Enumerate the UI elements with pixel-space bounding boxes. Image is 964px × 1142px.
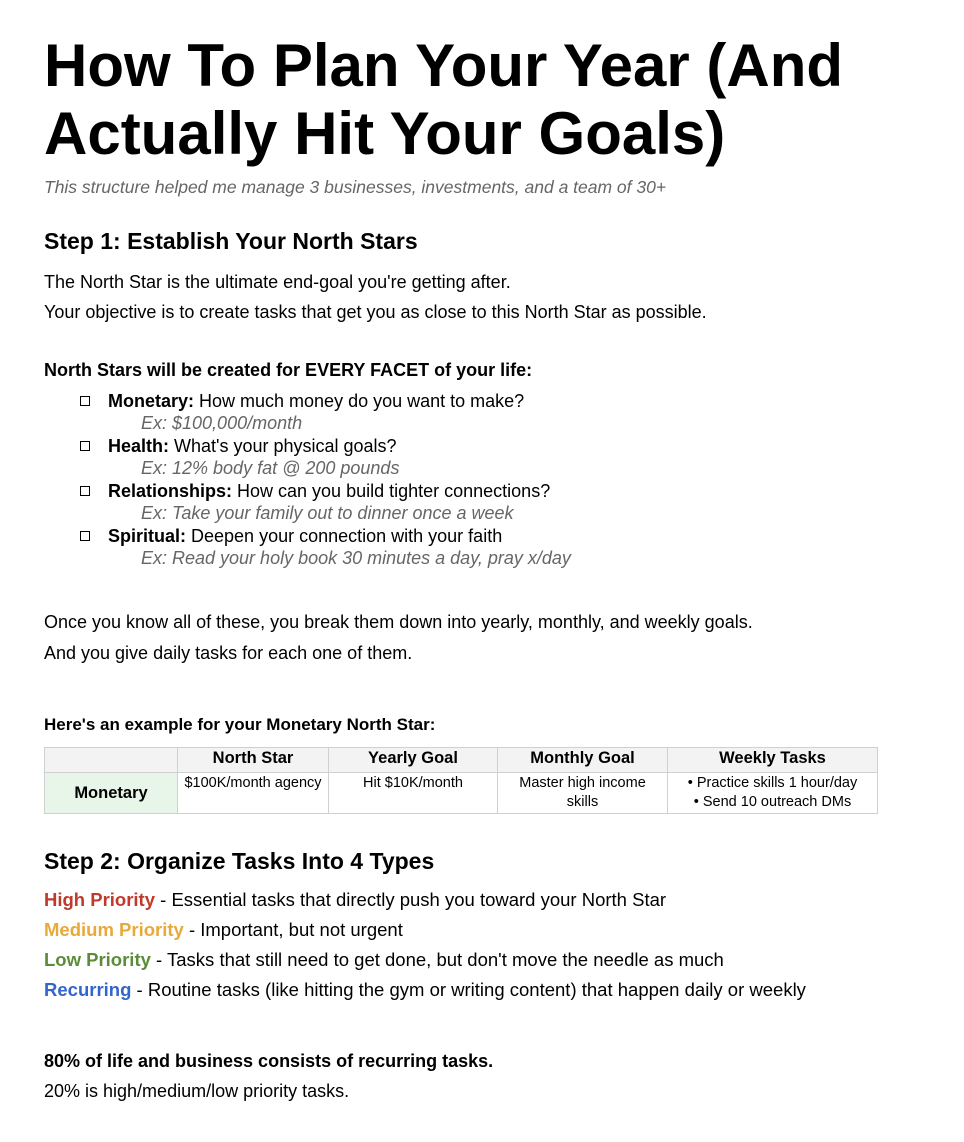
priority-desc: - Routine tasks (like hitting the gym or writing content) that happen daily or weekly bbox=[131, 979, 806, 1000]
facet-example: Ex: 12% body fat @ 200 pounds bbox=[141, 458, 400, 478]
priority-label: Medium Priority bbox=[44, 919, 184, 940]
table-header-row bbox=[45, 748, 878, 773]
priority-desc: - Essential tasks that directly push you toward your North Star bbox=[155, 889, 667, 910]
priority-high bbox=[44, 889, 666, 911]
facets-checklist bbox=[80, 390, 780, 570]
example-heading: Here's an example for your Monetary North Star: bbox=[44, 715, 436, 734]
priority-recurring bbox=[44, 979, 806, 1001]
facet-label: Health: bbox=[108, 436, 170, 456]
checkbox[interactable] bbox=[80, 486, 90, 496]
table-header: North Star bbox=[178, 748, 329, 773]
priority-label: Recurring bbox=[44, 979, 132, 1000]
table-row bbox=[45, 773, 878, 814]
priority-label: High Priority bbox=[44, 889, 156, 910]
table-corner-cell bbox=[45, 748, 178, 773]
checkbox[interactable] bbox=[80, 531, 90, 541]
table-row-label: Monetary bbox=[45, 773, 178, 814]
step1-paragraph-2: Your objective is to create tasks that get you as close to this North Star as possible. bbox=[44, 302, 707, 322]
step1-heading: Step 1: Establish Your North Stars bbox=[44, 228, 418, 254]
step1-paragraph-3: Once you know all of these, you break them down into yearly, monthly, and weekly goals. bbox=[44, 612, 753, 632]
checkbox[interactable] bbox=[80, 396, 90, 406]
table-cell: Master high income skills bbox=[498, 773, 668, 814]
table-cell-weekly-tasks bbox=[668, 773, 878, 814]
step1-paragraph-1: The North Star is the ultimate end-goal you're getting after. bbox=[44, 272, 511, 292]
checkbox[interactable] bbox=[80, 441, 90, 451]
facet-text: How much money do you want to make? bbox=[194, 391, 525, 411]
priority-label: Low Priority bbox=[44, 949, 151, 970]
weekly-task: • Send 10 outreach DMs bbox=[693, 794, 852, 810]
priority-desc: - Important, but not urgent bbox=[183, 919, 403, 940]
monetary-example-table bbox=[44, 747, 878, 814]
facet-example: Ex: Take your family out to dinner once a week bbox=[141, 503, 514, 523]
step1-paragraph-4: And you give daily tasks for each one of them. bbox=[44, 643, 413, 663]
table-cell: Hit $10K/month bbox=[329, 773, 498, 814]
table-cell: $100K/month agency bbox=[178, 773, 329, 814]
step2-heading: Step 2: Organize Tasks Into 4 Types bbox=[44, 848, 435, 874]
list-item bbox=[80, 390, 780, 435]
table-header: Monthly Goal bbox=[498, 748, 668, 773]
list-item bbox=[80, 525, 780, 570]
facet-example: Ex: Read your holy book 30 minutes a day, pray x/day bbox=[141, 548, 571, 568]
weekly-task: • Practice skills 1 hour/day bbox=[687, 775, 858, 791]
priority-medium bbox=[44, 919, 403, 941]
facet-example: Ex: $100,000/month bbox=[141, 413, 303, 433]
closing-bold: 80% of life and business consists of recurring tasks. bbox=[44, 1051, 494, 1071]
page-title: How To Plan Your Year (And Actually Hit Your Goals) bbox=[44, 32, 844, 167]
facet-label: Relationships: bbox=[108, 481, 233, 501]
facet-text: Deepen your connection with your faith bbox=[186, 526, 503, 546]
list-item bbox=[80, 480, 780, 525]
facet-label: Monetary: bbox=[108, 391, 195, 411]
priority-low bbox=[44, 949, 724, 971]
facets-heading: North Stars will be created for EVERY FACET of your life: bbox=[44, 360, 533, 380]
facet-text: What's your physical goals? bbox=[169, 436, 397, 456]
list-item bbox=[80, 435, 780, 480]
subtitle: This structure helped me manage 3 businesses, investments, and a team of 30+ bbox=[44, 177, 667, 197]
table-header: Weekly Tasks bbox=[668, 748, 878, 773]
facet-label: Spiritual: bbox=[108, 526, 187, 546]
priority-desc: - Tasks that still need to get done, but don't move the needle as much bbox=[150, 949, 724, 970]
facet-text: How can you build tighter connections? bbox=[232, 481, 551, 501]
closing-text: 20% is high/medium/low priority tasks. bbox=[44, 1081, 350, 1101]
table-header: Yearly Goal bbox=[329, 748, 498, 773]
